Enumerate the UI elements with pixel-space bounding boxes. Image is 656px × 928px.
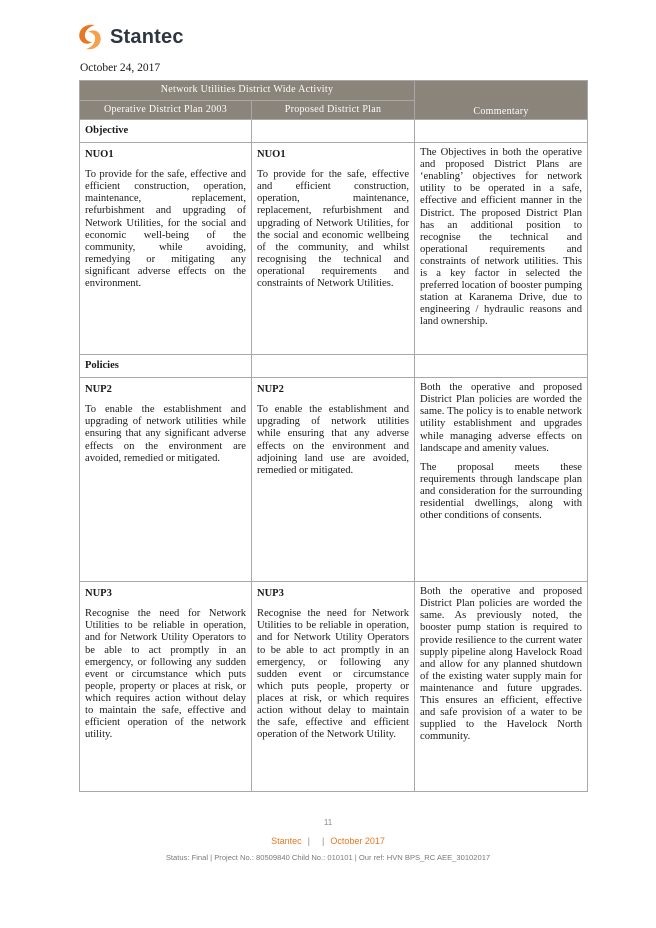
policy-comparison-table <box>79 80 588 792</box>
section-label-policies: Policies <box>80 355 252 378</box>
section-label-objective: Objective <box>80 120 252 143</box>
stantec-logo <box>76 22 184 52</box>
operative-cell <box>80 582 252 792</box>
footer-brand: Stantec <box>271 836 302 846</box>
proposed-cell <box>252 582 415 792</box>
provision-text: Recognise the need for Network Utilities to be reliable in operation, and for Network Utility Operators to be able to act promptly in an emergency, or following any sudden event or circumstance which puts people, property or places at risk, or which requires action without delay to maintain the safe, effective and efficient operation of the Network Utility. <box>257 608 410 741</box>
empty-cell <box>415 355 588 378</box>
table-row <box>80 143 588 355</box>
empty-cell <box>252 355 415 378</box>
commentary-text: Both the operative and proposed District Plan policies are worded the same. As previously noted, the booster pump station is required to provide resilience to the current water supply pipeline along Havelock Road and allow for any planned shutdown of the existing water supply main for maintenance and future upgrades. This ensures an efficient, effective and safe provision of a water to be supplied to the Havelock North community. <box>420 586 583 743</box>
commentary-text: The Objectives in both the operative and proposed District Plans are ‘enabling’ objectives for network utility to be operated in a safe, effective and efficient manner in the District. The proposed District Plan has an additional position to recognise the technical and operational requirements and constraints of network utilities. This is a key factor in selected the preferred location of booster pumping station at Karanema Drive, due to engineering / hydraulic reasons and land ownership. <box>420 147 583 328</box>
provision-code: NUP2 <box>257 384 284 396</box>
provision-text: To provide for the safe, effective and efficient construction, operation, maintenance, replacement, refurbishment and upgrading of Network Utilities, for the social and economic wellbeing of the community, and whilst recognising the technical and operational requirements and constraints of Network Utilities. <box>257 169 410 290</box>
operative-cell <box>80 378 252 582</box>
column-header-operative: Operative District Plan 2003 <box>80 101 252 120</box>
document-date: October 24, 2017 <box>80 62 161 74</box>
table-row <box>80 582 588 792</box>
brand-name: Stantec <box>110 25 184 48</box>
column-header-proposed: Proposed District Plan <box>252 101 415 120</box>
proposed-cell <box>252 378 415 582</box>
empty-cell <box>415 120 588 143</box>
operative-cell <box>80 143 252 355</box>
footer-separator: | <box>307 836 310 846</box>
proposed-cell <box>252 143 415 355</box>
provision-text: To provide for the safe, effective and efficient construction, operation, maintenance, replacement, refurbishment and upgrading of Network Utilities, for the social and economic well-being of the community, while avoiding, remedying or mitigating any significant adverse effects on the environment. <box>85 169 246 290</box>
commentary-text: The proposal meets these requirements through landscape plan and consideration for the surrounding residential dwellings, along with other conditions of consents. <box>420 461 583 522</box>
commentary-cell <box>415 143 588 355</box>
table-title: Network Utilities District Wide Activity <box>80 81 415 101</box>
provision-code: NUO1 <box>257 149 286 161</box>
commentary-cell <box>415 378 588 582</box>
column-header-commentary: Commentary <box>415 81 588 120</box>
provision-code: NUO1 <box>85 149 114 161</box>
provision-code: NUP2 <box>85 384 112 396</box>
footer-date: October 2017 <box>330 836 385 846</box>
table-row <box>80 378 588 582</box>
footer-separator: | <box>321 836 325 846</box>
commentary-cell <box>415 582 588 792</box>
provision-code: NUP3 <box>85 588 112 600</box>
footer-brand-line <box>0 836 656 846</box>
provision-text: Recognise the need for Network Utilities to be reliable in operation, and for Network Utility Operators to be able to act promptly in an emergency, or following any sudden event or circumstance which puts people, property or places at risk, or which requires action without delay to maintain the safe, effective and efficient operation of the network utility. <box>85 608 246 741</box>
empty-cell <box>252 120 415 143</box>
commentary-text: Both the operative and proposed District Plan policies are worded the same. The policy is to enable network utility establishment and upgrades while managing adverse effects on landscape and amenity values. <box>420 382 583 454</box>
footer-status: Status: Final | Project No.: 80509840 Child No.: 010101 | Our ref: HVN BPS_RC AEE_30102017 <box>165 853 491 862</box>
stantec-logo-icon <box>76 22 104 52</box>
provision-text: To enable the establishment and upgrading of network utilities while ensuring that any adverse effects on the environment and adjoining land use are avoided, remedied or mitigated. <box>257 404 410 476</box>
page-number: 11 <box>323 818 333 827</box>
provision-code: NUP3 <box>257 588 284 600</box>
provision-text: To enable the establishment and upgrading of network utilities while ensuring that any significant adverse effects on the environment are avoided, remedied or mitigated. <box>85 404 246 464</box>
